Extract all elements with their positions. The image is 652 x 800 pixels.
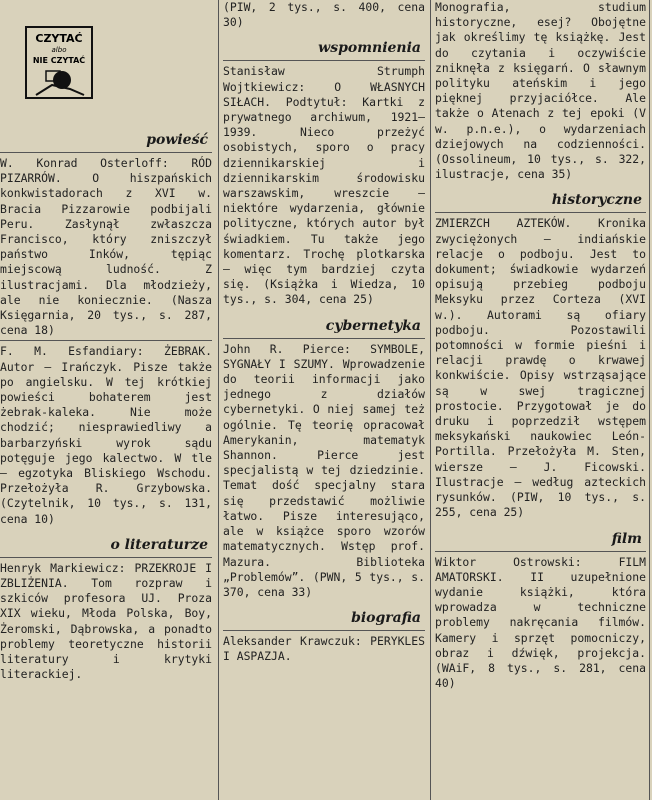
review-text: Stanisław Strumph Wojtkiewicz: O WŁASNYCH SIŁACH. Podtytuł: Kartki z prywatnego archiwum, 1921—1939. Nieco przeżyć osobistych, sporo o pracy dziennikarskiej i dziennikarskim środowisku warszawskim, wreszcie — niektóre wydarzenia, głównie polityczne, których autor był świadkiem. Tu także jego komentarz. Trochę plotkarska — więc tym bardziej czyta się. (Książka i Wiedza, 10 tys., s. 304, cena 25) [223, 64, 425, 307]
column-rule [218, 0, 219, 800]
section-heading: film [611, 530, 642, 547]
review-text: Monografia, studium historyczne, esej? Obojętne jak określimy tę książkę. Jest do czytania i oczywiście zniknęła z księgarń. O sławnym polityku ateńskim i jego pięknej przyjaciółce. Ale także o Atenach z tej epoki (V w. p.n.e.), o wydarzeniach dziejowych na codzienności. (Ossolineum, 10 tys., s. 322, ilustracje, cena 35) [435, 0, 646, 182]
review-text: Wiktor Ostrowski: FILM AMATORSKI. II uzupełnione wydanie książki, która wprowadza w techniczne problemy nakręcania filmów. Kamery i sprzęt pomocniczy, obraz i dźwięk, projekcja. (WAiF, 8 tys., s. 281, cena 40) [435, 554, 646, 691]
section-heading: biografia [351, 610, 421, 627]
column-3 [435, 0, 646, 800]
column-1 [0, 0, 212, 800]
column-2 [223, 0, 425, 800]
section-heading: cybernetyka [325, 317, 421, 334]
review-text: W. Konrad Osterloff: RÓD PIZARRÓW. O hiszpańskich konkwistadorach z XVI w. Bracia Pizzarowie podbijali Peru. Zasłynął zwłaszcza Francisco, który zniszczył państwo Inków, tępiąc miejscową ludność. Z ilustracjami. Dla młodzieży, ale nie koniecznie. (Nasza Księgarnia, 20 tys., s. 287, cena 18) [0, 156, 212, 338]
review-text: F. M. Esfandiary: ŻEBRAK. Autor — Irańczyk. Pisze także po angielsku. W tej krótkiej powieści bohaterem jest żebrak-kaleka. Nie może chodzić; niesprawiedliwy a barbarzyński wyrok sądu potęguje jego kalectwo. W tle — egzotyka Bliskiego Wschodu. Przełożyła R. Grzybowska. (Czytelnik, 10 tys., s. 131, cena 10) [0, 344, 212, 526]
section-heading: wspomnienia [318, 40, 421, 57]
logo-line1: CZYTAĆ [35, 32, 83, 45]
section-heading: o literaturze [110, 536, 208, 553]
review-text: ZMIERZCH AZTEKÓW. Kronika zwyciężonych — indiańskie relacje o podboju. Jest to dokument; świadkowie wydarzeń opisują przebieg podboju Meksyku przez Corteza (XVI w.). Autorami są ofiary podboju. Pozostawili potomności w formie pieśni i relacji prawdę o krwawej konkwiście. Opisy wstrząsające są w swej tragicznej prostocie. Przygotował je do druku i poprzedził wstępem meksykański naukowiec León-Portilla. Przełożyła M. Sten, wiersze — J. Ficowski. Ilustracje — według azteckich rysunków. (PIW, 10 tys., s. 255, cena 25) [435, 216, 646, 520]
section-heading: powieść [146, 132, 208, 148]
review-text: (PIW, 2 tys., s. 400, cena 30) [223, 0, 425, 30]
column-rule [649, 0, 650, 800]
logo-line2: albo [51, 46, 67, 54]
section-heading: historyczne [551, 192, 642, 209]
review-text: Aleksander Krawczuk: PERYKLES I ASPAZJA. [223, 634, 425, 664]
review-text: Henryk Markiewicz: PRZEKROJE I ZBLIŻENIA. Tom rozpraw i szkiców profesora UJ. Proza XIX wieku, Młoda Polska, Boy, Żeromski, Dąbrowska, a ponadto problemy teoretyczne historii literatury i krytyki literackiej. [0, 560, 212, 682]
review-text: John R. Pierce: SYMBOLE, SYGNAŁY I SZUMY. Wprowadzenie do teorii informacji jako jednego z działów cybernetyki. O niej samej też ogólnie. Tę teorię opracował Amerykanin, matematyk Shannon. Pierce jest specjalistą w tej dziedzinie. Temat dość specjalny stara się przedstawić możliwie łatwo. Pisze interesująco, ale w książce sporo wzorów matematycznych. Wstęp prof. Mazura. Biblioteka „Problemów”. (PWN, 5 tys., s. 370, cena 33) [223, 341, 425, 599]
column-rule [430, 0, 431, 800]
logo-line3: NIE CZYTAĆ [32, 56, 86, 65]
